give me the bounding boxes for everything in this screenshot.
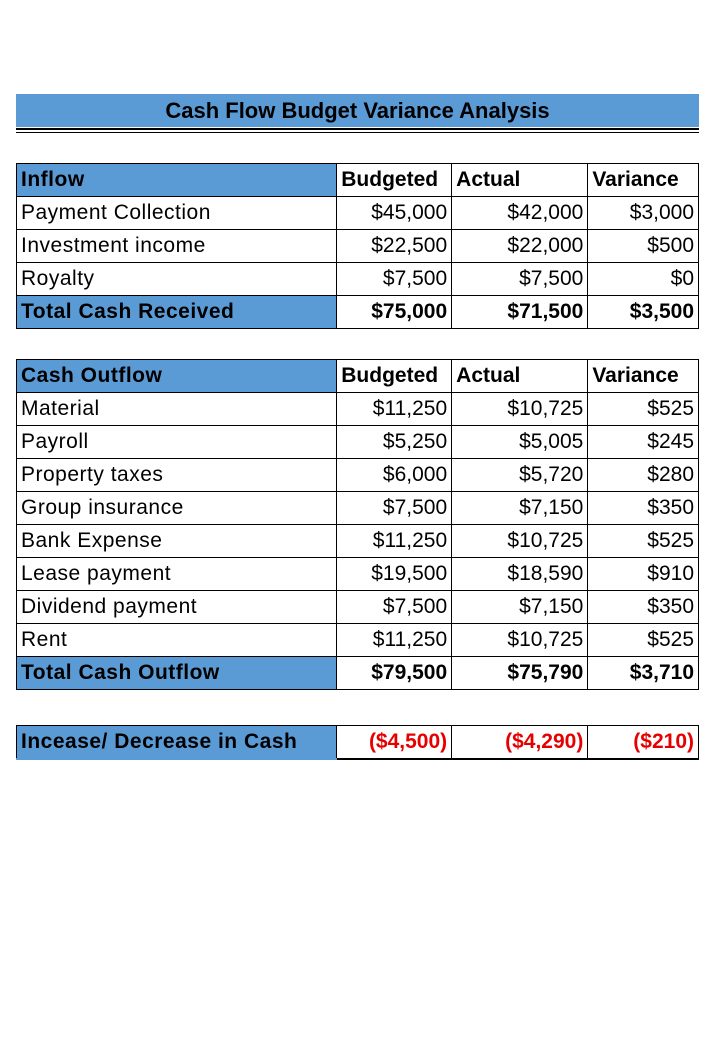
- budgeted-cell: $11,250: [337, 624, 452, 657]
- budgeted-header: Budgeted: [337, 360, 452, 393]
- outflow-row: [17, 426, 699, 459]
- total-actual-cell: $75,790: [452, 657, 588, 690]
- variance-cell: $525: [588, 525, 699, 558]
- budgeted-cell: $6,000: [337, 459, 452, 492]
- net-change-row: [17, 726, 699, 760]
- inflow-row: [17, 263, 699, 296]
- total-label: Total Cash Outflow: [17, 657, 337, 690]
- outflow-total-row: [17, 657, 699, 690]
- budgeted-cell: $11,250: [337, 525, 452, 558]
- total-budgeted-cell: $79,500: [337, 657, 452, 690]
- row-label: Payroll: [17, 426, 337, 459]
- total-label: Total Cash Received: [17, 296, 337, 329]
- net-actual-cell: ($4,290): [452, 726, 588, 760]
- actual-cell: $10,725: [452, 525, 588, 558]
- inflow-row: [17, 197, 699, 230]
- inflow-table: [16, 163, 699, 329]
- actual-cell: $18,590: [452, 558, 588, 591]
- variance-cell: $525: [588, 393, 699, 426]
- row-label: Royalty: [17, 263, 337, 296]
- total-variance-cell: $3,500: [588, 296, 699, 329]
- inflow-header-row: [17, 164, 699, 197]
- variance-cell: $280: [588, 459, 699, 492]
- report-title: Cash Flow Budget Variance Analysis: [165, 98, 550, 123]
- row-label: Lease payment: [17, 558, 337, 591]
- variance-header: Variance: [588, 360, 699, 393]
- row-label: Dividend payment: [17, 591, 337, 624]
- actual-cell: $5,005: [452, 426, 588, 459]
- outflow-row: [17, 558, 699, 591]
- outflow-row: [17, 492, 699, 525]
- outflow-row: [17, 591, 699, 624]
- budgeted-header: Budgeted: [337, 164, 452, 197]
- actual-header: Actual: [452, 360, 588, 393]
- row-label: Property taxes: [17, 459, 337, 492]
- variance-cell: $525: [588, 624, 699, 657]
- budgeted-cell: $7,500: [337, 591, 452, 624]
- total-actual-cell: $71,500: [452, 296, 588, 329]
- outflow-heading: Cash Outflow: [17, 360, 337, 393]
- actual-cell: $42,000: [452, 197, 588, 230]
- row-label: Group insurance: [17, 492, 337, 525]
- variance-cell: $500: [588, 230, 699, 263]
- variance-cell: $910: [588, 558, 699, 591]
- budgeted-cell: $7,500: [337, 492, 452, 525]
- variance-cell: $3,000: [588, 197, 699, 230]
- outflow-row: [17, 393, 699, 426]
- inflow-row: [17, 230, 699, 263]
- actual-cell: $22,000: [452, 230, 588, 263]
- variance-cell: $0: [588, 263, 699, 296]
- budgeted-cell: $45,000: [337, 197, 452, 230]
- total-budgeted-cell: $75,000: [337, 296, 452, 329]
- actual-cell: $10,725: [452, 624, 588, 657]
- budgeted-cell: $19,500: [337, 558, 452, 591]
- outflow-row: [17, 624, 699, 657]
- spreadsheet: [16, 94, 699, 760]
- net-change-label: Incease/ Decrease in Cash: [17, 726, 337, 760]
- budgeted-cell: $22,500: [337, 230, 452, 263]
- variance-cell: $350: [588, 591, 699, 624]
- budgeted-cell: $7,500: [337, 263, 452, 296]
- row-label: Payment Collection: [17, 197, 337, 230]
- actual-cell: $10,725: [452, 393, 588, 426]
- actual-cell: $7,500: [452, 263, 588, 296]
- actual-cell: $5,720: [452, 459, 588, 492]
- row-label: Material: [17, 393, 337, 426]
- row-label: Investment income: [17, 230, 337, 263]
- outflow-header-row: [17, 360, 699, 393]
- net-budgeted-cell: ($4,500): [337, 726, 452, 760]
- inflow-total-row: [17, 296, 699, 329]
- net-change-table: [16, 725, 699, 760]
- budgeted-cell: $11,250: [337, 393, 452, 426]
- report-title-bar: [16, 94, 699, 127]
- row-label: Rent: [17, 624, 337, 657]
- total-variance-cell: $3,710: [588, 657, 699, 690]
- outflow-table: [16, 359, 699, 690]
- outflow-row: [17, 525, 699, 558]
- row-label: Bank Expense: [17, 525, 337, 558]
- outflow-row: [17, 459, 699, 492]
- actual-cell: $7,150: [452, 591, 588, 624]
- variance-cell: $245: [588, 426, 699, 459]
- budgeted-cell: $5,250: [337, 426, 452, 459]
- variance-header: Variance: [588, 164, 699, 197]
- actual-cell: $7,150: [452, 492, 588, 525]
- inflow-heading: Inflow: [17, 164, 337, 197]
- variance-cell: $350: [588, 492, 699, 525]
- net-variance-cell: ($210): [588, 726, 699, 760]
- actual-header: Actual: [452, 164, 588, 197]
